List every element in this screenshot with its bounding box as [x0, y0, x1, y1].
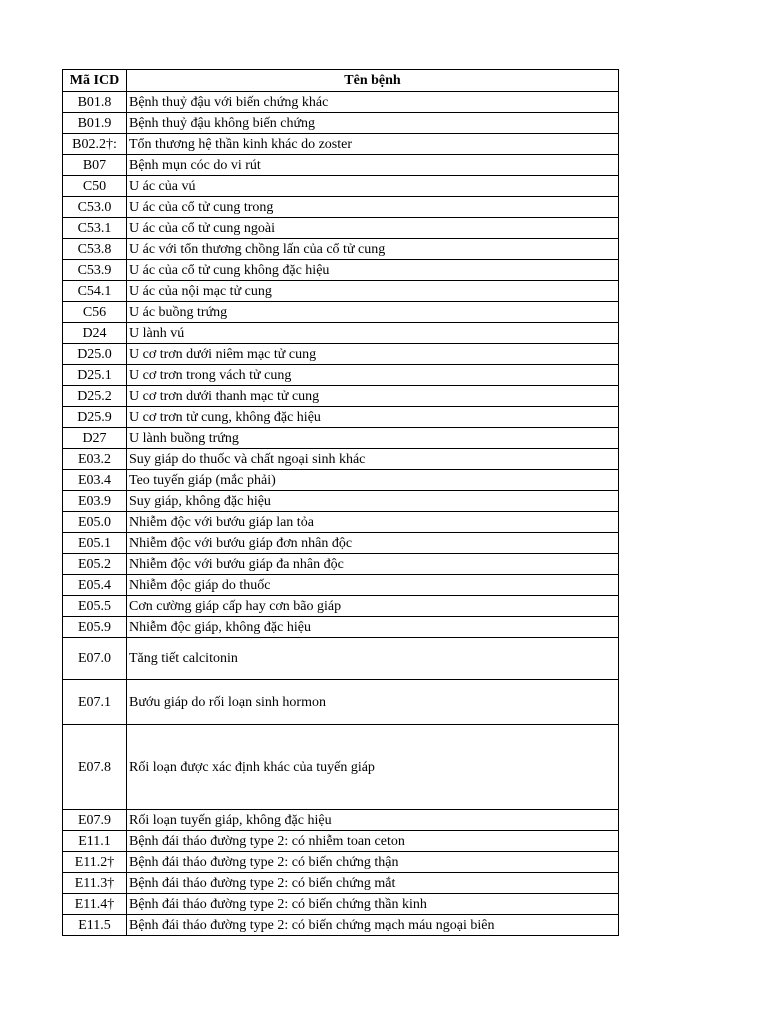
icd-code-cell: E05.1 [63, 533, 127, 554]
icd-code-cell: E05.2 [63, 554, 127, 575]
icd-code-cell: D27 [63, 428, 127, 449]
icd-code-cell: D25.0 [63, 344, 127, 365]
table-row [63, 281, 619, 302]
table-row [63, 449, 619, 470]
table-row [63, 680, 619, 725]
icd-code-cell: C54.1 [63, 281, 127, 302]
table-row [63, 512, 619, 533]
disease-name-cell: U ác của nội mạc tử cung [127, 281, 619, 302]
disease-name-cell: Bệnh đái tháo đường type 2: có biến chứng thần kinh [127, 894, 619, 915]
table-row [63, 491, 619, 512]
disease-name-cell: U ác buồng trứng [127, 302, 619, 323]
icd-code-cell: D25.1 [63, 365, 127, 386]
table-row [63, 155, 619, 176]
disease-name-cell: U ác của cổ tử cung không đặc hiệu [127, 260, 619, 281]
icd-code-cell: B01.9 [63, 113, 127, 134]
icd-code-cell: E03.2 [63, 449, 127, 470]
disease-name-cell: Cơn cường giáp cấp hay cơn bão giáp [127, 596, 619, 617]
table-row [63, 873, 619, 894]
disease-name-cell: Teo tuyến giáp (mắc phải) [127, 470, 619, 491]
table-row [63, 915, 619, 936]
table-row [63, 407, 619, 428]
table-row [63, 638, 619, 680]
icd-code-cell: C53.1 [63, 218, 127, 239]
disease-name-cell: U cơ trơn tử cung, không đặc hiệu [127, 407, 619, 428]
disease-name-cell: U ác của cổ tử cung trong [127, 197, 619, 218]
disease-name-cell: Bệnh thuỷ đậu không biến chứng [127, 113, 619, 134]
disease-name-cell: U cơ trơn trong vách tử cung [127, 365, 619, 386]
icd-code-cell: E07.0 [63, 638, 127, 680]
disease-name-cell: Suy giáp do thuốc và chất ngoại sinh khác [127, 449, 619, 470]
icd-code-cell: C53.0 [63, 197, 127, 218]
disease-name-cell: Bệnh đái tháo đường type 2: có biến chứng thận [127, 852, 619, 873]
table-row [63, 470, 619, 491]
icd-code-cell: E07.9 [63, 810, 127, 831]
icd-code-cell: C56 [63, 302, 127, 323]
table-row [63, 323, 619, 344]
disease-name-cell: Nhiễm độc giáp, không đặc hiệu [127, 617, 619, 638]
table-row [63, 197, 619, 218]
icd-code-cell: E11.5 [63, 915, 127, 936]
table-row [63, 554, 619, 575]
icd-code-cell: E07.1 [63, 680, 127, 725]
icd-code-cell: B07 [63, 155, 127, 176]
icd-code-cell: C53.9 [63, 260, 127, 281]
column-header-disease-name: Tên bệnh [127, 70, 619, 92]
table-row [63, 894, 619, 915]
disease-name-cell: Rối loạn tuyến giáp, không đặc hiệu [127, 810, 619, 831]
icd-code-cell: E11.1 [63, 831, 127, 852]
disease-name-cell: Tổn thương hệ thần kinh khác do zoster [127, 134, 619, 155]
icd-code-cell: E07.8 [63, 725, 127, 810]
disease-name-cell: Tăng tiết calcitonin [127, 638, 619, 680]
table-row [63, 113, 619, 134]
table-row [63, 428, 619, 449]
icd-code-cell: B02.2†: [63, 134, 127, 155]
table-row [63, 617, 619, 638]
disease-name-cell: Nhiễm độc với bướu giáp lan tỏa [127, 512, 619, 533]
disease-name-cell: Nhiễm độc với bướu giáp đơn nhân độc [127, 533, 619, 554]
icd-code-cell: E11.4† [63, 894, 127, 915]
disease-name-cell: U lành vú [127, 323, 619, 344]
table-row [63, 239, 619, 260]
table-row [63, 596, 619, 617]
table-row [63, 725, 619, 810]
icd-code-cell: C50 [63, 176, 127, 197]
disease-name-cell: U ác của vú [127, 176, 619, 197]
disease-name-cell: Suy giáp, không đặc hiệu [127, 491, 619, 512]
table-row [63, 810, 619, 831]
table-row [63, 365, 619, 386]
disease-name-cell: Bệnh đái tháo đường type 2: có nhiễm toan ceton [127, 831, 619, 852]
icd-code-cell: E03.9 [63, 491, 127, 512]
table-row [63, 134, 619, 155]
table-row [63, 575, 619, 596]
icd-code-cell: E05.5 [63, 596, 127, 617]
disease-name-cell: Nhiễm độc với bướu giáp đa nhân độc [127, 554, 619, 575]
disease-name-cell: Bướu giáp do rối loạn sinh hormon [127, 680, 619, 725]
disease-name-cell: U cơ trơn dưới niêm mạc tử cung [127, 344, 619, 365]
icd-code-cell: D25.9 [63, 407, 127, 428]
disease-name-cell: U cơ trơn dưới thanh mạc tử cung [127, 386, 619, 407]
icd-code-cell: E11.2† [63, 852, 127, 873]
disease-name-cell: Nhiễm độc giáp do thuốc [127, 575, 619, 596]
disease-name-cell: Bệnh đái tháo đường type 2: có biến chứng mạch máu ngoại biên [127, 915, 619, 936]
icd-code-cell: B01.8 [63, 92, 127, 113]
icd-code-cell: E05.9 [63, 617, 127, 638]
table-row [63, 176, 619, 197]
icd-disease-table [62, 69, 619, 936]
disease-name-cell: Bệnh mụn cóc do vi rút [127, 155, 619, 176]
disease-name-cell: U ác với tổn thương chồng lấn của cổ tử cung [127, 239, 619, 260]
icd-code-cell: E05.0 [63, 512, 127, 533]
disease-name-cell: Bệnh đái tháo đường type 2: có biến chứng mắt [127, 873, 619, 894]
icd-code-cell: E05.4 [63, 575, 127, 596]
column-header-icd-code: Mã ICD [63, 70, 127, 92]
disease-name-cell: U lành buồng trứng [127, 428, 619, 449]
table-row [63, 533, 619, 554]
icd-code-cell: E03.4 [63, 470, 127, 491]
table-row [63, 92, 619, 113]
icd-code-cell: D24 [63, 323, 127, 344]
disease-name-cell: U ác của cổ tử cung ngoài [127, 218, 619, 239]
table-row [63, 218, 619, 239]
disease-name-cell: Rối loạn được xác định khác của tuyến giáp [127, 725, 619, 810]
disease-name-cell: Bệnh thuỷ đậu với biến chứng khác [127, 92, 619, 113]
table-row [63, 831, 619, 852]
table-row [63, 302, 619, 323]
table-row [63, 344, 619, 365]
icd-code-cell: E11.3† [63, 873, 127, 894]
icd-code-cell: D25.2 [63, 386, 127, 407]
icd-code-cell: C53.8 [63, 239, 127, 260]
table-header-row [63, 70, 619, 92]
table-row [63, 852, 619, 873]
table-row [63, 386, 619, 407]
table-row [63, 260, 619, 281]
